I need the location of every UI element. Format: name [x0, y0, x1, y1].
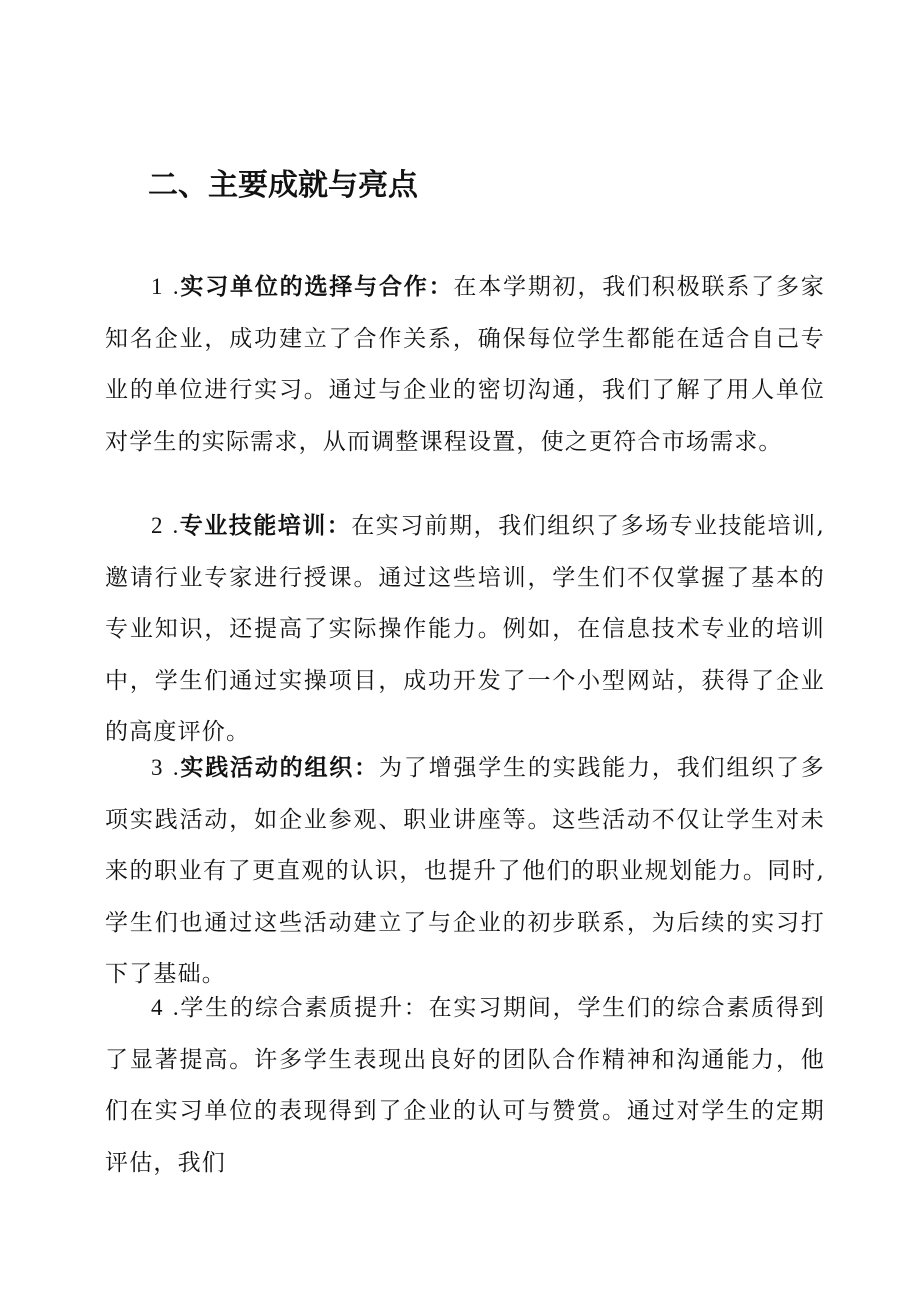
paragraph-3 [105, 742, 825, 1001]
paragraph-lead: 专业技能培训： [179, 512, 352, 539]
paragraph-body: 为了增强学生的实践能力，我们组织了多项实践活动，如企业参观、职业讲座等。这些活动不仅让学生对未来的职业有了更直观的认识，也提升了他们的职业规划能力。同时,学生们也通过这些活动建立了与企业的初步联系，为后续的实习打下了基础。 [105, 755, 825, 987]
paragraph-number: 1 [151, 274, 164, 299]
paragraph-body: 学生的综合素质提升：在实习期间，学生们的综合素质得到了显著提高。许多学生表现出良好的团队合作精神和沟通能力，他们在实习单位的表现得到了企业的认可与赞赏。通过对学生的定期评估，我们 [105, 995, 826, 1176]
paragraph-number-separator: . [172, 513, 180, 538]
paragraph-number: 4 [151, 995, 164, 1020]
paragraph-number: 2 [151, 513, 164, 538]
paragraph-4 [105, 982, 825, 1189]
paragraph-body: 在实习前期，我们组织了多场专业技能培训,邀请行业专家进行授课。通过这些培训，学生们不仅掌握了基本的专业知识，还提高了实际操作能力。例如，在信息技术专业的培训中，学生们通过实操项目，成功开发了一个小型网站，获得了企业的高度评价。 [105, 513, 826, 745]
paragraph-1 [105, 261, 825, 468]
paragraph-2 [105, 500, 825, 759]
section-heading: 二、主要成就与亮点 [148, 168, 418, 203]
paragraph-number: 3 [151, 755, 164, 780]
paragraph-number-separator: . [172, 995, 180, 1020]
paragraph-number-separator: . [172, 274, 180, 299]
paragraph-lead: 实践活动的组织： [179, 754, 379, 781]
paragraph-number-separator: . [172, 755, 180, 780]
paragraph-body: 在本学期初，我们积极联系了多家知名企业，成功建立了合作关系，确保每位学生都能在适合自己专业的单位进行实习。通过与企业的密切沟通，我们了解了用人单位对学生的实际需求，从而调整课程设置，使之更符合市场需求。 [105, 274, 826, 455]
paragraph-lead: 实习单位的选择与合作： [179, 273, 454, 300]
